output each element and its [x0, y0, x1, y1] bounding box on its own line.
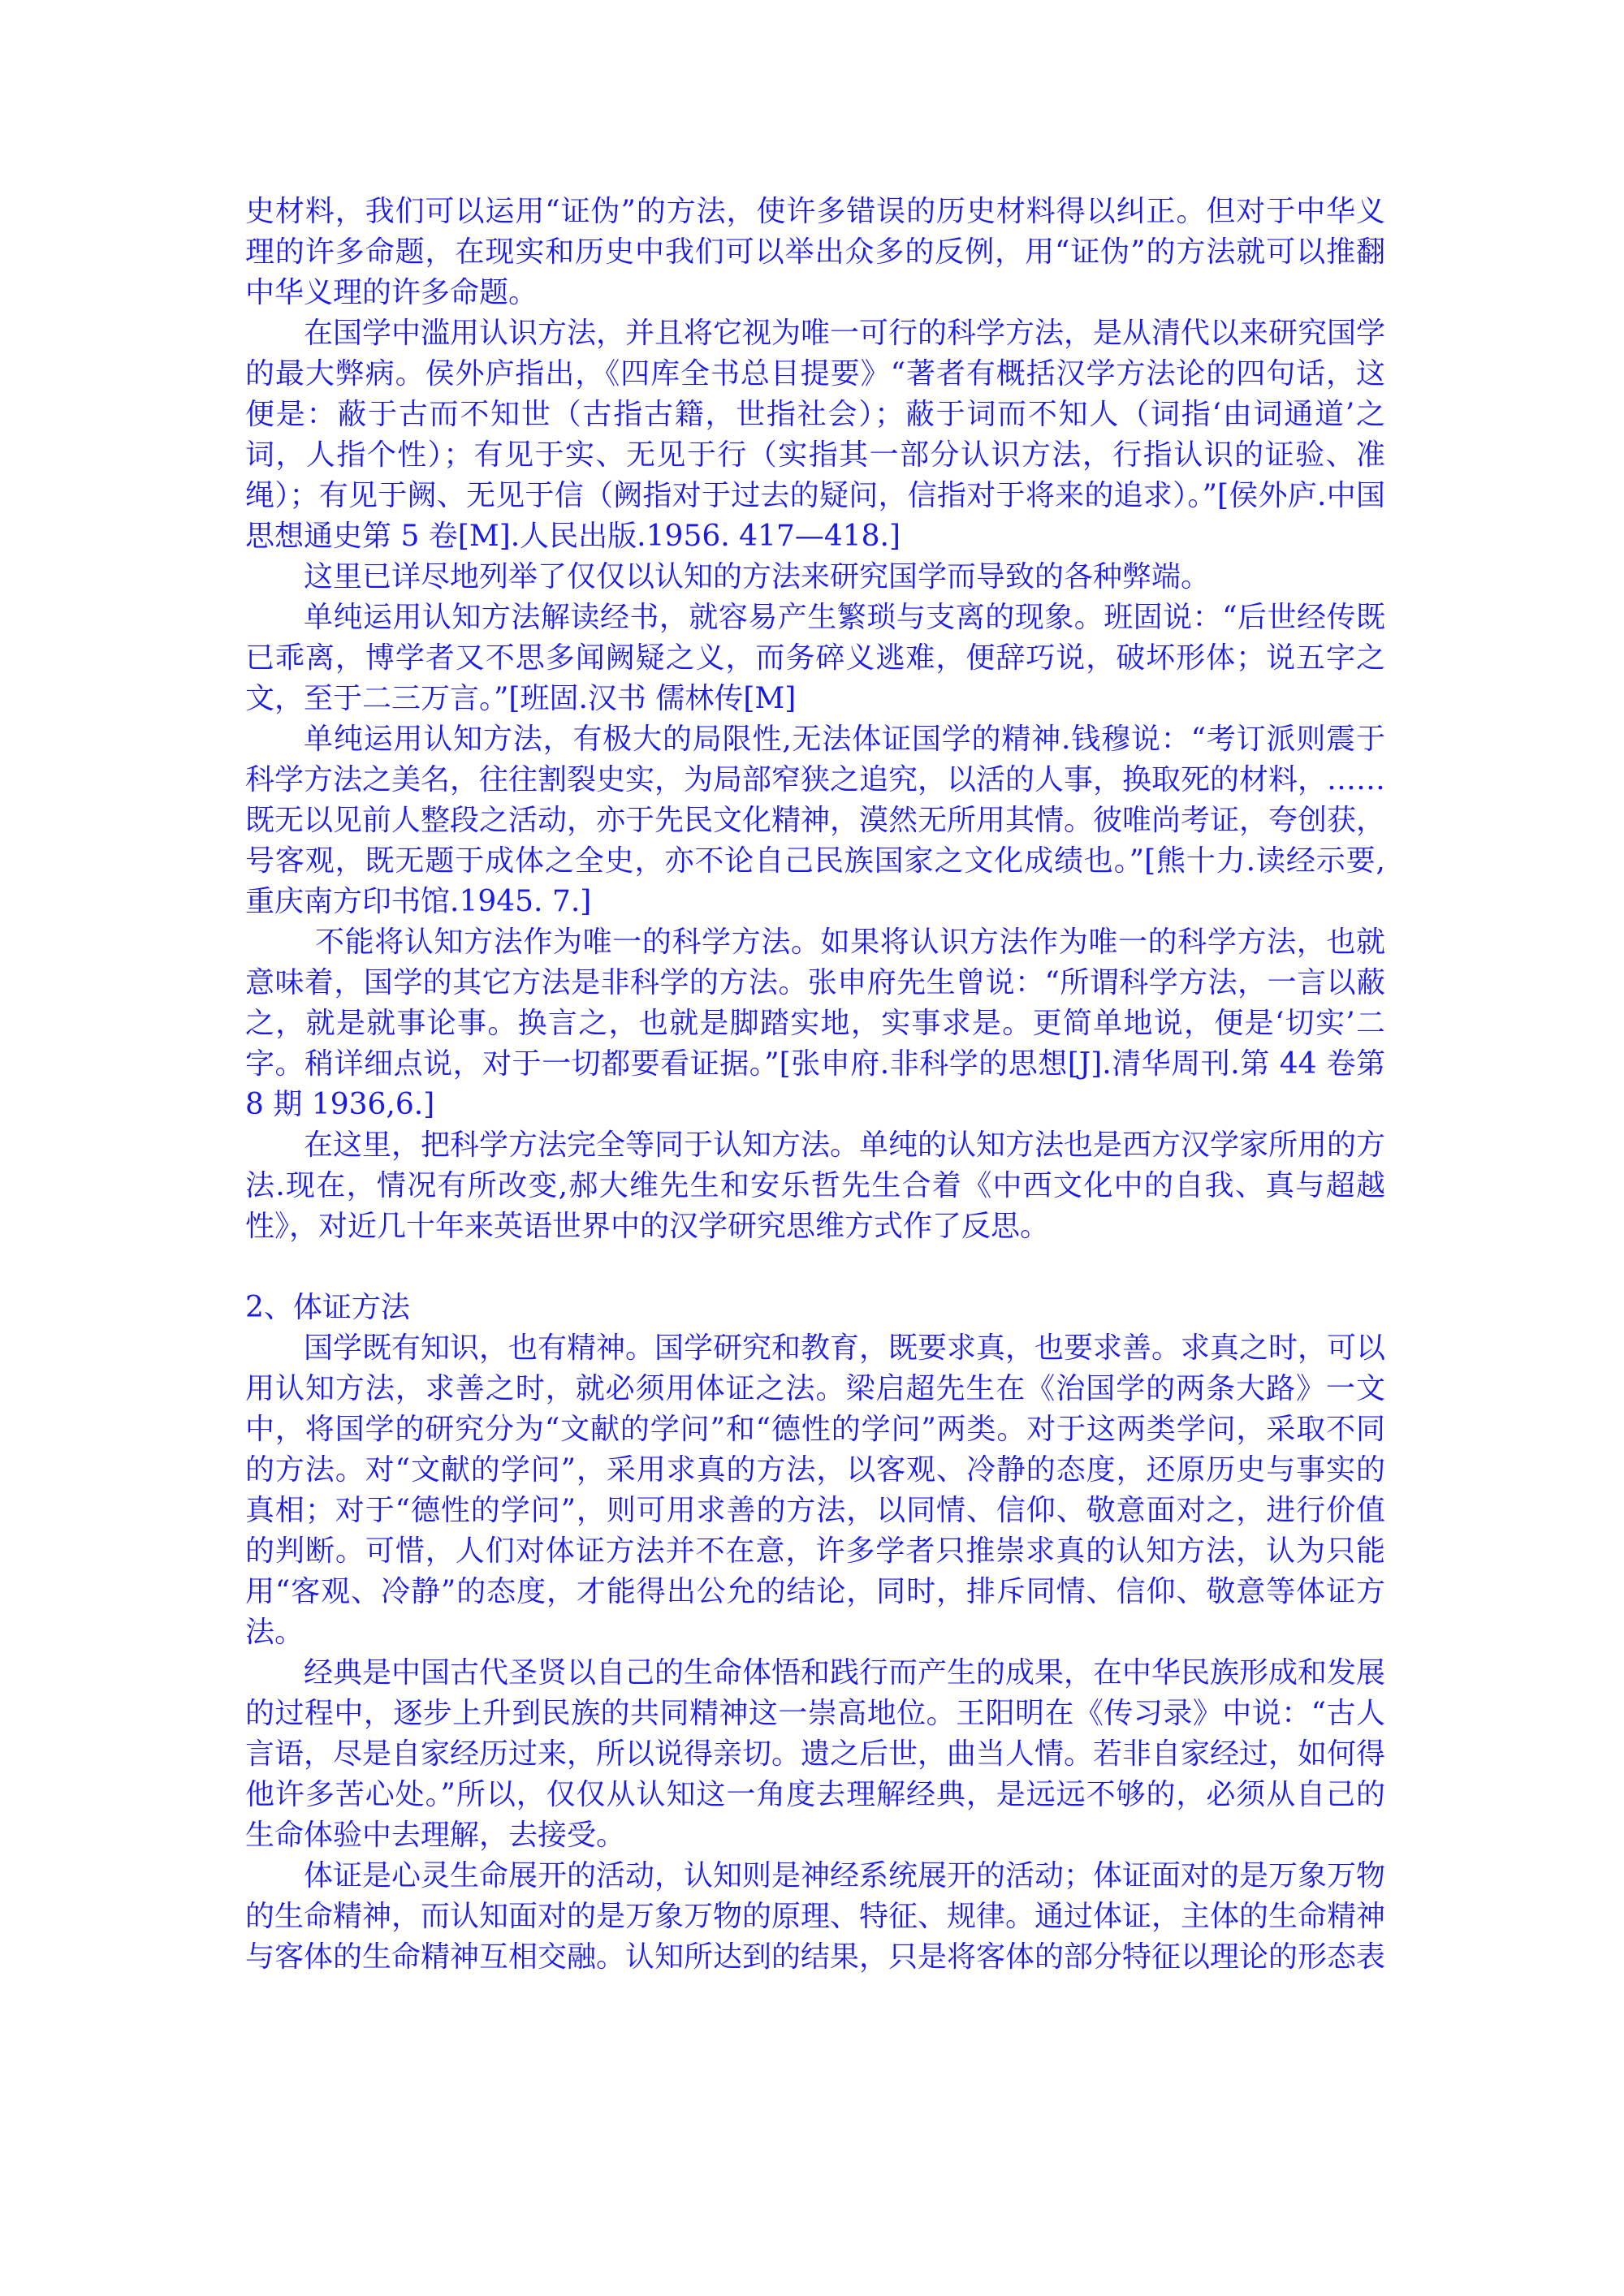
- paragraph-western-sinology: 在这里，把科学方法完全等同于认知方法。单纯的认知方法也是西方汉学家所用的方法.现在，情况有所改变,郝大维先生和安乐哲先生合着《中西文化中的自我、真与超越性》，对近几十年来英语世界中的汉学研究思维方式作了反思。: [245, 1129, 1386, 1243]
- paragraph-knowledge-and-spirit: 国学既有知识，也有精神。国学研究和教育，既要求真，也要求善。求真之时，可以用认知方法，求善之时，就必须用体证之法。梁启超先生在《治国学的两条大路》一文中，将国学的研究分为“文献的学问”和“德性的学问”两类。对于这两类学问，采取不同的方法。对“文献的学问”，采用求真的方法，以客观、冷静的态度，还原历史与事实的真相；对于“德性的学问”，则可用求善的方法，以同情、信仰、敬意面对之，进行价值的判断。可惜，人们对体证方法并不在意，许多学者只推崇求真的认知方法，认为只能用“客观、冷静”的态度，才能得出公允的结论，同时，排斥同情、信仰、敬意等体证方法。: [245, 1331, 1386, 1649]
- document-body: [245, 192, 1385, 1978]
- paragraph-bangu-quote: 单纯运用认知方法解读经书，就容易产生繁琐与支离的现象。班固说：“后世经传既已乖离，博学者又不思多闻阙疑之义，而务碎义逃难，便辞巧说，破坏形体；说五字之文，至于二三万言。”[班固.汉书 儒林传[M]: [245, 601, 1385, 715]
- section-heading: 2、体证方法: [245, 1291, 410, 1324]
- blank-line: [245, 1247, 1385, 1288]
- paragraph-misuse-of-cognition: 在国学中滥用认识方法，并且将它视为唯一可行的科学方法，是从清代以来研究国学的最大弊病。侯外庐指出，《四库全书总目提要》“著者有概括汉学方法论的四句话，这便是：蔽于古而不知世（古指古籍，世指社会）；蔽于词而不知人（词指‘由词通道’之词，人指个性）；有见于实、无见于行（实指其一部分认识方法，行指认识的证验、准绳）；有见于阙、无见于信（阙指对于过去的疑问，信指对于将来的追求）。”[侯外庐.中国思想通史第 5 卷[M].人民出版.1956. 417—418.]: [245, 317, 1386, 553]
- paragraph-qianmu-quote: 单纯运用认知方法，有极大的局限性,无法体证国学的精神.钱穆说：“考订派则震于科学方法之美名，往往割裂史实，为局部窄狭之追究，以活的人事，换取死的材料，……既无以见前人整段之活动，亦于先民文化精神，漠然无所用其情。彼唯尚考证，夸创获，号客观，既无题于成体之全史，亦不论自己民族国家之文化成绩也。”[熊十力.读经示要,重庆南方印书馆.1945. 7.]: [245, 723, 1386, 918]
- paragraph-classics-and-life: 经典是中国古代圣贤以自己的生命体悟和践行而产生的成果，在中华民族形成和发展的过程中，逐步上升到民族的共同精神这一崇高地位。王阳明在《传习录》中说：“古人言语，尽是自家经历过来，所以说得亲切。遗之后世，曲当人情。若非自家经过，如何得他许多苦心处。”所以，仅仅从认知这一角度去理解经典，是远远不够的，必须从自己的生命体验中去理解，去接受。: [245, 1656, 1386, 1852]
- paragraph-zhangshenfu-quote: 不能将认知方法作为唯一的科学方法。如果将认识方法作为唯一的科学方法，也就意味着，国学的其它方法是非科学的方法。张申府先生曾说：“所谓科学方法，一言以蔽之，就是就事论事。换言之，也就是脚踏实地，实事求是。更简单地说，便是‘切实’二字。稍详细点说，对于一切都要看证据。”[张申府.非科学的思想[J].清华周刊.第 44 卷第 8 期 1936,6.]: [245, 926, 1385, 1121]
- paragraph-continuation: 史材料，我们可以运用“证伪”的方法，使许多错误的历史材料得以纠正。但对于中华义理的许多命题，在现实和历史中我们可以举出众多的反例，用“证伪”的方法就可以推翻中华义理的许多命题。: [245, 195, 1385, 309]
- paragraph-embodiment-vs-cognition: 体证是心灵生命展开的活动，认知则是神经系统展开的活动；体证面对的是万象万物的生命精神，而认知面对的是万象万物的原理、特征、规律。通过体证，主体的生命精神与客体的生命精神互相交融。认知所达到的结果，只是将客体的部分特征以理论的形态表: [245, 1859, 1386, 1974]
- paragraph-summary-of-flaws: 这里已详尽地列举了仅仅以认知的方法来研究国学而导致的各种弊端。: [304, 560, 1211, 593]
